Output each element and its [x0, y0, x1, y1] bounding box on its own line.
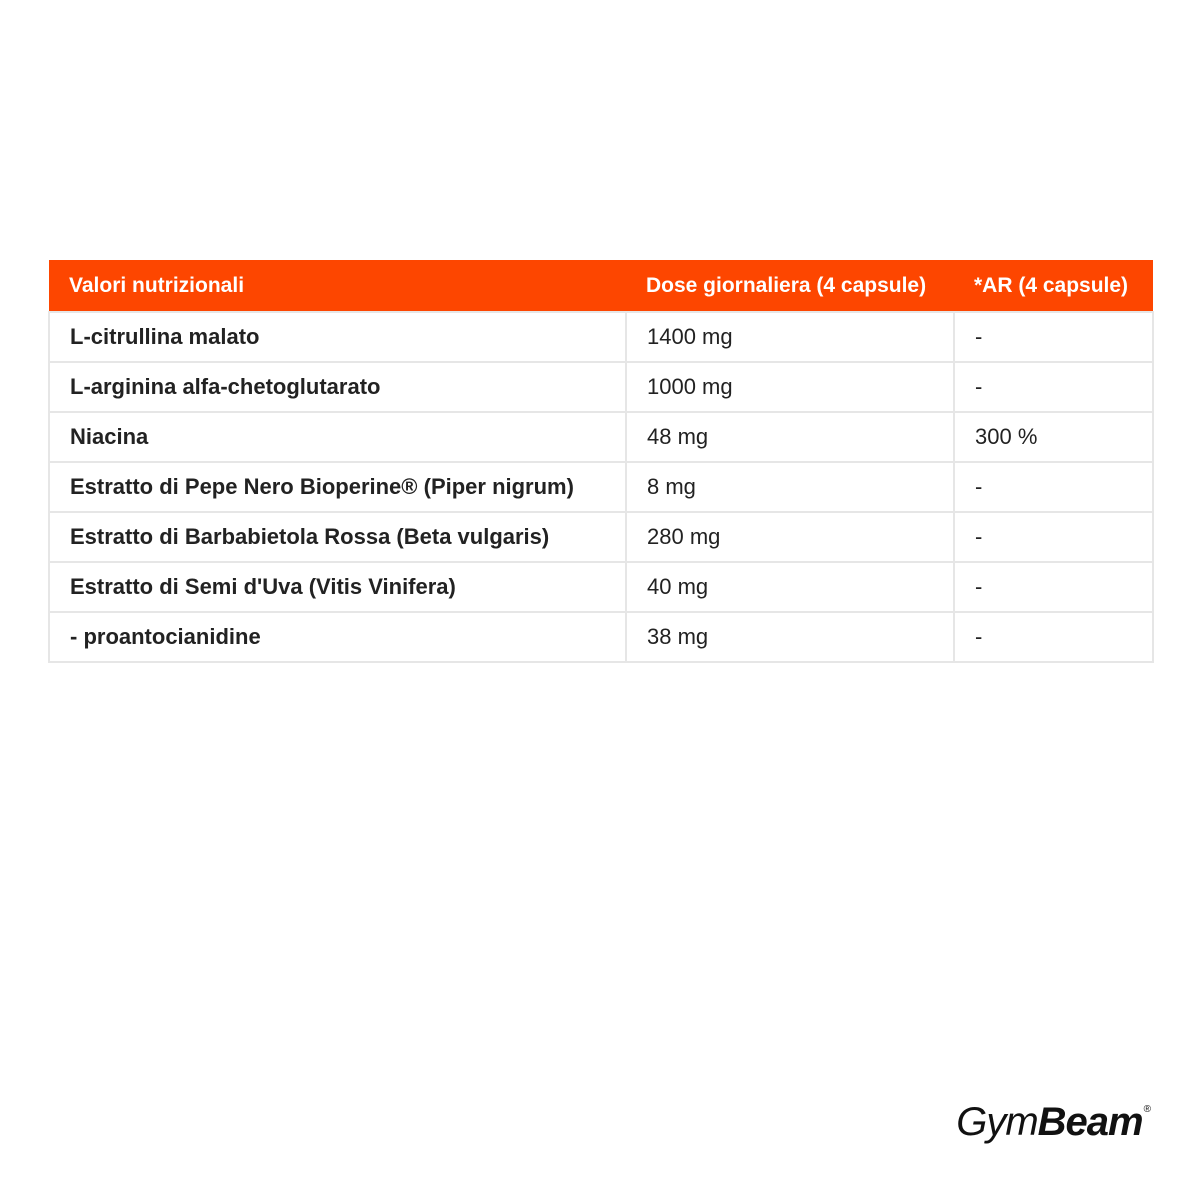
- header-daily-dose: Dose giornaliera (4 capsule): [626, 260, 954, 312]
- table-row: [49, 312, 1153, 362]
- table-row: [49, 462, 1153, 512]
- nutrient-dose: 280 mg: [626, 512, 954, 562]
- nutrient-name: Estratto di Pepe Nero Bioperine® (Piper nigrum): [49, 462, 626, 512]
- nutrient-name: Estratto di Semi d'Uva (Vitis Vinifera): [49, 562, 626, 612]
- header-ar: *AR (4 capsule): [954, 260, 1153, 312]
- gymbeam-logo: [956, 1100, 1150, 1145]
- table-row: [49, 562, 1153, 612]
- nutrient-dose: 38 mg: [626, 612, 954, 662]
- header-nutrient: Valori nutrizionali: [49, 260, 626, 312]
- nutrient-ar: -: [954, 312, 1153, 362]
- nutrient-ar: -: [954, 562, 1153, 612]
- nutrient-dose: 48 mg: [626, 412, 954, 462]
- nutrient-ar: -: [954, 512, 1153, 562]
- table-row: [49, 362, 1153, 412]
- logo-text-gym: Gym: [956, 1100, 1038, 1144]
- nutrient-dose: 1400 mg: [626, 312, 954, 362]
- header-row: [49, 260, 1153, 312]
- nutrient-name: L-citrullina malato: [49, 312, 626, 362]
- nutrient-name: L-arginina alfa-chetoglutarato: [49, 362, 626, 412]
- table-row: [49, 412, 1153, 462]
- nutrient-dose: 40 mg: [626, 562, 954, 612]
- nutrient-ar: -: [954, 362, 1153, 412]
- nutrient-name: - proantocianidine: [49, 612, 626, 662]
- nutrient-ar: -: [954, 612, 1153, 662]
- nutrient-ar: -: [954, 462, 1153, 512]
- table-header: [49, 260, 1153, 312]
- nutrient-dose: 1000 mg: [626, 362, 954, 412]
- table-body: [49, 312, 1153, 662]
- nutrition-table: [48, 260, 1154, 663]
- nutrient-name: Estratto di Barbabietola Rossa (Beta vulgaris): [49, 512, 626, 562]
- registered-mark: ®: [1143, 1104, 1150, 1115]
- nutrient-ar: 300 %: [954, 412, 1153, 462]
- nutrient-name: Niacina: [49, 412, 626, 462]
- table-row: [49, 612, 1153, 662]
- nutrient-dose: 8 mg: [626, 462, 954, 512]
- logo-text-beam: Beam: [1037, 1100, 1143, 1144]
- table-row: [49, 512, 1153, 562]
